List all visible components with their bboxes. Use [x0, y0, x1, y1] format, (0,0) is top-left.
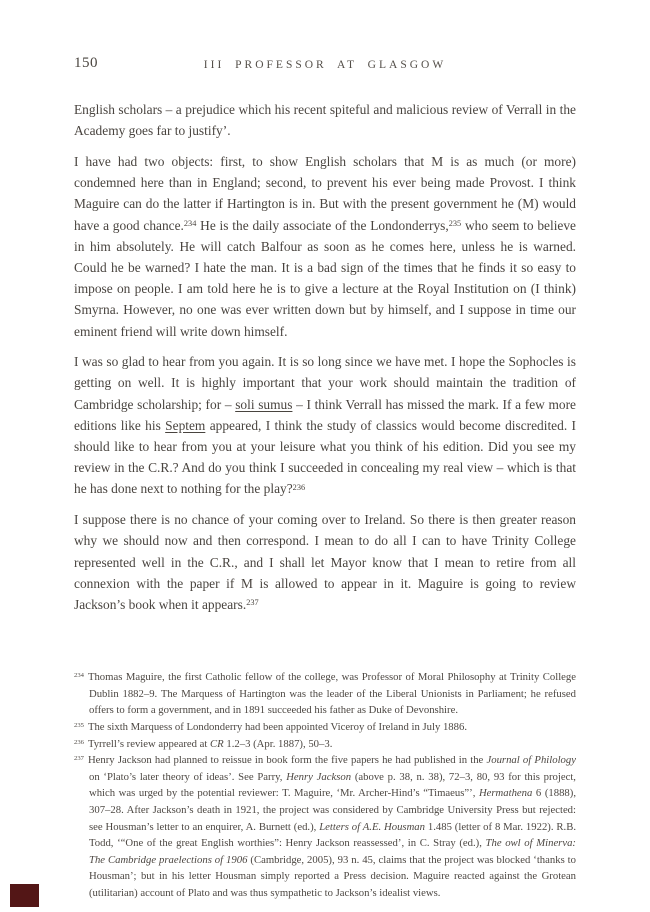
- page-header: [74, 0, 576, 79]
- footnote-marker: 235: [74, 721, 84, 729]
- footnote-237: [74, 752, 576, 901]
- footnote-236: [74, 736, 576, 753]
- footnote-marker: 236: [74, 738, 84, 746]
- footnote-marker: 234: [74, 672, 84, 680]
- footnote-marker: 237: [74, 755, 84, 763]
- paragraph-4: I suppose there is no chance of your coming over to Ireland. So there is then greater reason why we should now and then correspond. I mean to do all I can to have Trinity College represented well in the C.R., and I shall let Mayor know that I mean to retire from all connexion with the paper if M is allowed to appear in it. Maguire is going to review Jackson’s book when it appears.$^{237}$: [74, 512, 576, 612]
- footnote-text: The sixth Marquess of Londonderry had been appointed Viceroy of Ireland in July 1886.: [87, 720, 468, 733]
- footnote-234: [74, 669, 576, 719]
- page-number: 150: [74, 55, 98, 71]
- footnote-text: Thomas Maguire, the first Catholic fellow of the college, was Professor of Moral Philosophy at Trinity College Dublin 1882–9. The Marquess of Hartington was the leader of the Liberal Unionists in Parliament; he refused offers to form a government, and in 1891 succeeded his father as Duke of Devonshire.: [87, 671, 576, 717]
- paragraph-1: English scholars – a prejudice which his recent spiteful and malicious review of Verrall in the Academy goes far to justify’.: [74, 102, 576, 139]
- running-head: III PROFESSOR AT GLASGOW: [203, 59, 447, 71]
- footnotes-block: [74, 669, 576, 901]
- paragraph-2: I have had two objects: first, to show English scholars that M is as much (or more) condemned here than in England; second, to prevent his ever being made Provost. I think Maguire can do the latter if Hartington is in. But with the present government he (M) would have a good chance.$^{234}$ He is the daily associate of the Londonderrys,$^{235}$ who seem to believe in him absolutely. He will catch Balfour as soon as he comes here, unless he is warned. Could he be warned? I hate the man. It is a bad sign of the times that he finds it so easy to impose on people. I am told here he is to give a lecture at the Royal Institution on (I think) Smyrna. However, no one was ever written down but by himself, and I suppose in time our eminent friend will write down himself.: [74, 153, 577, 339]
- footnote-text: Tyrrell’s review appeared at CR 1.2–3 (Apr. 1887), 50–3.: [87, 737, 333, 750]
- paragraph-3: I was so glad to hear from you again. It is so long since we have met. I hope the Sophocles is getting on well. It is highly important that your work should maintain the tradition of Cambridge scholarship; for – soli sumus – I think Verrall has missed the mark. If a few more editions like his Septem appeared, I think the study of classics would become discredited. I should like to hear from you at your leisure what you think of his edition. Did you see my review in the C.R.? And do you think I succeeded in concealing my real view – which is that he has done next to nothing for the play?$^{236}$: [74, 354, 576, 497]
- footnote-235: [74, 719, 576, 736]
- corner-mark: [10, 884, 39, 907]
- letter-body: [74, 99, 576, 615]
- footnote-text: Henry Jackson had planned to reissue in book form the five papers he had published in the Journal of Philology on ‘Plato’s later theory of ideas’. See Parry, Henry Jackson (above p. 38, n. 38), 72–3, 80, 93 for this project, which was urged by the potential reviewer: T. Maguire, ‘Mr. Archer-Hind’s “Timaeus”’, Hermathena 6 (1888), 307–28. After Jackson’s death in 1921, the project was considered by Cambridge University Press but rejected: see Housman’s letter to an enquirer, A. Burnett (ed.), Letters of A.E. Housman 1.485 (letter of 8 Mar. 1922). R.B. Todd, ‘“One of the great English worthies”: Henry Jackson reassessed’, in C. Stray (ed.), The owl of Minerva: The Cambridge praelections of 1906 (Cambridge, 2005), 93 n. 45, claims that the project was blocked ‘thanks to Housman’; but in his letter Housman simply reported a Press decision. Maguire reacted against the Grotean (utilitarian) account of Plato and was thus sympathetic to Jackson’s idealist views.: [87, 754, 576, 899]
